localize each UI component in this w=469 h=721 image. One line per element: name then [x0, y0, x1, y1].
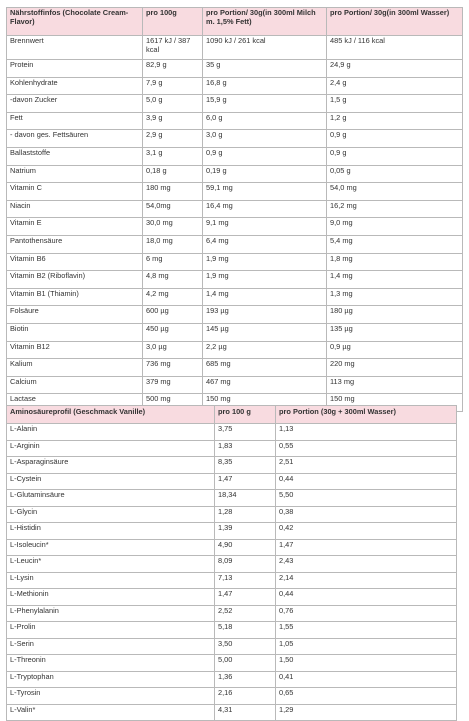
- nutrition-cell: 1,4 mg: [327, 271, 463, 289]
- amino-cell: 1,47: [215, 589, 276, 606]
- amino-cell: 1,36: [215, 671, 276, 688]
- amino-cell: 1,50: [276, 655, 457, 672]
- table-row: [7, 589, 457, 606]
- nutrition-cell: 16,2 mg: [327, 200, 463, 218]
- amino-cell: 3,50: [215, 638, 276, 655]
- nutrition-cell: 450 µg: [143, 323, 203, 341]
- nutrition-cell: 150 mg: [327, 394, 463, 412]
- amino-header-cell: pro 100 g: [215, 406, 276, 424]
- amino-header-cell: Aminosäureprofil (Geschmack Vanille): [7, 406, 215, 424]
- table-row: [7, 253, 463, 271]
- nutrition-cell: 59,1 mg: [203, 183, 327, 201]
- table-row: [7, 130, 463, 148]
- amino-cell: 5,50: [276, 490, 457, 507]
- amino-cell: 2,51: [276, 457, 457, 474]
- table-row: [7, 671, 457, 688]
- nutrition-cell: 150 mg: [203, 394, 327, 412]
- amino-cell: L-Methionin: [7, 589, 215, 606]
- table-row: [7, 95, 463, 113]
- nutrition-cell: 5,0 g: [143, 95, 203, 113]
- table-row: [7, 622, 457, 639]
- nutrition-cell: 82,9 g: [143, 60, 203, 78]
- nutrition-cell: 4,8 mg: [143, 271, 203, 289]
- nutrition-cell: 6,4 mg: [203, 235, 327, 253]
- nutrition-cell: Calcium: [7, 376, 143, 394]
- nutrition-cell: 0,18 g: [143, 165, 203, 183]
- table-row: [7, 572, 457, 589]
- amino-cell: 0,76: [276, 605, 457, 622]
- amino-cell: L-Glycin: [7, 506, 215, 523]
- nutrition-cell: 7,9 g: [143, 77, 203, 95]
- nutrition-cell: 0,05 g: [327, 165, 463, 183]
- nutrition-cell: 220 mg: [327, 359, 463, 377]
- amino-cell: 2,43: [276, 556, 457, 573]
- nutrition-cell: Vitamin B6: [7, 253, 143, 271]
- nutrition-cell: 2,4 g: [327, 77, 463, 95]
- table-row: [7, 376, 463, 394]
- amino-cell: L-Histidin: [7, 523, 215, 540]
- nutrition-cell: 180 µg: [327, 306, 463, 324]
- amino-cell: L-Phenylalanin: [7, 605, 215, 622]
- amino-cell: L-Leucin*: [7, 556, 215, 573]
- table-row: [7, 77, 463, 95]
- nutrition-cell: 9,0 mg: [327, 218, 463, 236]
- amino-cell: 8,09: [215, 556, 276, 573]
- nutrition-cell: 0,9 g: [327, 147, 463, 165]
- table-row: [7, 235, 463, 253]
- nutrition-cell: 5,4 mg: [327, 235, 463, 253]
- nutrition-cell: Natrium: [7, 165, 143, 183]
- nutrition-header-cell: pro 100g: [143, 8, 203, 36]
- nutrition-cell: Brennwert: [7, 36, 143, 60]
- table-row: [7, 288, 463, 306]
- nutrition-cell: 6 mg: [143, 253, 203, 271]
- nutrition-cell: 0,9 µg: [327, 341, 463, 359]
- nutrition-cell: Vitamin E: [7, 218, 143, 236]
- amino-cell: L-Threonin: [7, 655, 215, 672]
- nutrition-cell: 180 mg: [143, 183, 203, 201]
- nutrition-cell: 135 µg: [327, 323, 463, 341]
- nutrition-table-header: [7, 8, 463, 36]
- amino-cell: L-Serin: [7, 638, 215, 655]
- table-row: [7, 704, 457, 721]
- table-row: [7, 490, 457, 507]
- nutrition-cell: 3,9 g: [143, 112, 203, 130]
- table-row: [7, 523, 457, 540]
- nutrition-cell: 1,9 mg: [203, 271, 327, 289]
- amino-cell: 1,47: [276, 539, 457, 556]
- nutrition-cell: 1090 kJ / 261 kcal: [203, 36, 327, 60]
- nutrition-cell: 24,9 g: [327, 60, 463, 78]
- nutrition-cell: 0,9 g: [327, 130, 463, 148]
- table-row: [7, 341, 463, 359]
- amino-cell: L-Tyrosin: [7, 688, 215, 705]
- nutrition-cell: Ballaststoffe: [7, 147, 143, 165]
- nutrition-cell: 1,2 g: [327, 112, 463, 130]
- amino-cell: 0,65: [276, 688, 457, 705]
- nutrition-cell: 16,4 mg: [203, 200, 327, 218]
- amino-cell: L-Lysin: [7, 572, 215, 589]
- nutrition-cell: 0,19 g: [203, 165, 327, 183]
- table-row: [7, 424, 457, 441]
- amino-cell: L-Asparaginsäure: [7, 457, 215, 474]
- nutrition-cell: 9,1 mg: [203, 218, 327, 236]
- nutrition-cell: Kalium: [7, 359, 143, 377]
- nutrition-cell: 6,0 g: [203, 112, 327, 130]
- amino-cell: 0,41: [276, 671, 457, 688]
- nutrition-header-cell: pro Portion/ 30g(in 300ml Wasser): [327, 8, 463, 36]
- nutrition-cell: 736 mg: [143, 359, 203, 377]
- table-row: [7, 183, 463, 201]
- nutrition-cell: 1,4 mg: [203, 288, 327, 306]
- nutrition-cell: Vitamin B2 (Riboflavin): [7, 271, 143, 289]
- amino-cell: 2,14: [276, 572, 457, 589]
- amino-cell: 1,05: [276, 638, 457, 655]
- amino-cell: 1,47: [215, 473, 276, 490]
- amino-cell: 4,90: [215, 539, 276, 556]
- nutrition-table-body: [7, 36, 463, 412]
- nutrition-cell: 3,0 µg: [143, 341, 203, 359]
- nutrition-cell: Niacin: [7, 200, 143, 218]
- amino-cell: L-Cystein: [7, 473, 215, 490]
- nutrition-cell: 485 kJ / 116 kcal: [327, 36, 463, 60]
- nutrition-cell: Protein: [7, 60, 143, 78]
- nutrition-cell: 379 mg: [143, 376, 203, 394]
- table-row: [7, 359, 463, 377]
- amino-cell: 1,39: [215, 523, 276, 540]
- table-row: [7, 200, 463, 218]
- nutrition-cell: 18,0 mg: [143, 235, 203, 253]
- nutrition-cell: 1,3 mg: [327, 288, 463, 306]
- table-row: [7, 306, 463, 324]
- nutrition-cell: Lactase: [7, 394, 143, 412]
- amino-cell: 5,00: [215, 655, 276, 672]
- amino-cell: 4,31: [215, 704, 276, 721]
- table-row: [7, 539, 457, 556]
- table-row: [7, 688, 457, 705]
- amino-cell: 1,83: [215, 440, 276, 457]
- amino-cell: L-Tryptophan: [7, 671, 215, 688]
- amino-acid-table-header: [7, 406, 457, 424]
- nutrition-cell: 2,2 µg: [203, 341, 327, 359]
- nutrition-cell: -davon Zucker: [7, 95, 143, 113]
- nutrition-cell: Biotin: [7, 323, 143, 341]
- nutrition-cell: 500 mg: [143, 394, 203, 412]
- nutrition-cell: 1617 kJ / 387 kcal: [143, 36, 203, 60]
- amino-cell: L-Isoleucin*: [7, 539, 215, 556]
- nutrition-cell: 35 g: [203, 60, 327, 78]
- nutrition-cell: Vitamin B12: [7, 341, 143, 359]
- nutrition-cell: 16,8 g: [203, 77, 327, 95]
- table-row: [7, 112, 463, 130]
- table-row: [7, 556, 457, 573]
- nutrition-cell: 4,2 mg: [143, 288, 203, 306]
- amino-cell: 2,52: [215, 605, 276, 622]
- table-row: [7, 655, 457, 672]
- nutrition-cell: 3,1 g: [143, 147, 203, 165]
- nutrition-cell: Folsäure: [7, 306, 143, 324]
- table-row: [7, 60, 463, 78]
- nutrition-cell: 600 µg: [143, 306, 203, 324]
- table-row: [7, 605, 457, 622]
- amino-cell: 1,29: [276, 704, 457, 721]
- nutrition-cell: 467 mg: [203, 376, 327, 394]
- amino-cell: L-Prolin: [7, 622, 215, 639]
- table-row: [7, 147, 463, 165]
- nutrition-cell: Vitamin B1 (Thiamin): [7, 288, 143, 306]
- amino-cell: 8,35: [215, 457, 276, 474]
- table-row: [7, 457, 457, 474]
- amino-cell: 1,55: [276, 622, 457, 639]
- amino-cell: 2,16: [215, 688, 276, 705]
- nutrition-header-cell: pro Portion/ 30g(in 300ml Milch m. 1,5% Fett): [203, 8, 327, 36]
- nutrition-cell: Vitamin C: [7, 183, 143, 201]
- nutrition-cell: 145 µg: [203, 323, 327, 341]
- nutrition-cell: 30,0 mg: [143, 218, 203, 236]
- table-row: [7, 638, 457, 655]
- table-row: [7, 271, 463, 289]
- nutrition-cell: 193 µg: [203, 306, 327, 324]
- amino-cell: L-Arginin: [7, 440, 215, 457]
- amino-cell: 0,44: [276, 473, 457, 490]
- amino-cell: L-Glutaminsäure: [7, 490, 215, 507]
- nutrition-cell: 3,0 g: [203, 130, 327, 148]
- nutrition-cell: 1,8 mg: [327, 253, 463, 271]
- nutrition-cell: 685 mg: [203, 359, 327, 377]
- amino-cell: 0,42: [276, 523, 457, 540]
- table-row: [7, 323, 463, 341]
- nutrition-cell: Kohlenhydrate: [7, 77, 143, 95]
- nutrition-cell: 15,9 g: [203, 95, 327, 113]
- amino-cell: 0,44: [276, 589, 457, 606]
- nutrition-cell: 54,0mg: [143, 200, 203, 218]
- nutrition-cell: 113 mg: [327, 376, 463, 394]
- nutrition-cell: 0,9 g: [203, 147, 327, 165]
- nutrition-header-cell: Nährstoffinfos (Chocolate Cream-Flavor): [7, 8, 143, 36]
- amino-acid-table: [6, 405, 457, 721]
- amino-cell: 7,13: [215, 572, 276, 589]
- amino-cell: 18,34: [215, 490, 276, 507]
- nutrition-table: [6, 7, 463, 412]
- amino-cell: 0,55: [276, 440, 457, 457]
- amino-cell: L-Alanin: [7, 424, 215, 441]
- amino-cell: L-Valin*: [7, 704, 215, 721]
- table-row: [7, 36, 463, 60]
- table-row: [7, 473, 457, 490]
- amino-cell: 1,13: [276, 424, 457, 441]
- amino-cell: 1,28: [215, 506, 276, 523]
- nutrition-cell: 1,5 g: [327, 95, 463, 113]
- amino-acid-table-body: [7, 424, 457, 721]
- table-row: [7, 165, 463, 183]
- table-row: [7, 506, 457, 523]
- amino-cell: 3,75: [215, 424, 276, 441]
- nutrition-cell: 54,0 mg: [327, 183, 463, 201]
- amino-cell: 5,18: [215, 622, 276, 639]
- nutrition-cell: Pantothensäure: [7, 235, 143, 253]
- amino-cell: 0,38: [276, 506, 457, 523]
- table-row: [7, 440, 457, 457]
- nutrition-cell: Fett: [7, 112, 143, 130]
- table-row: [7, 218, 463, 236]
- amino-header-cell: pro Portion (30g + 300ml Wasser): [276, 406, 457, 424]
- nutrition-cell: 2,9 g: [143, 130, 203, 148]
- nutrition-cell: - davon ges. Fettsäuren: [7, 130, 143, 148]
- nutrition-cell: 1,9 mg: [203, 253, 327, 271]
